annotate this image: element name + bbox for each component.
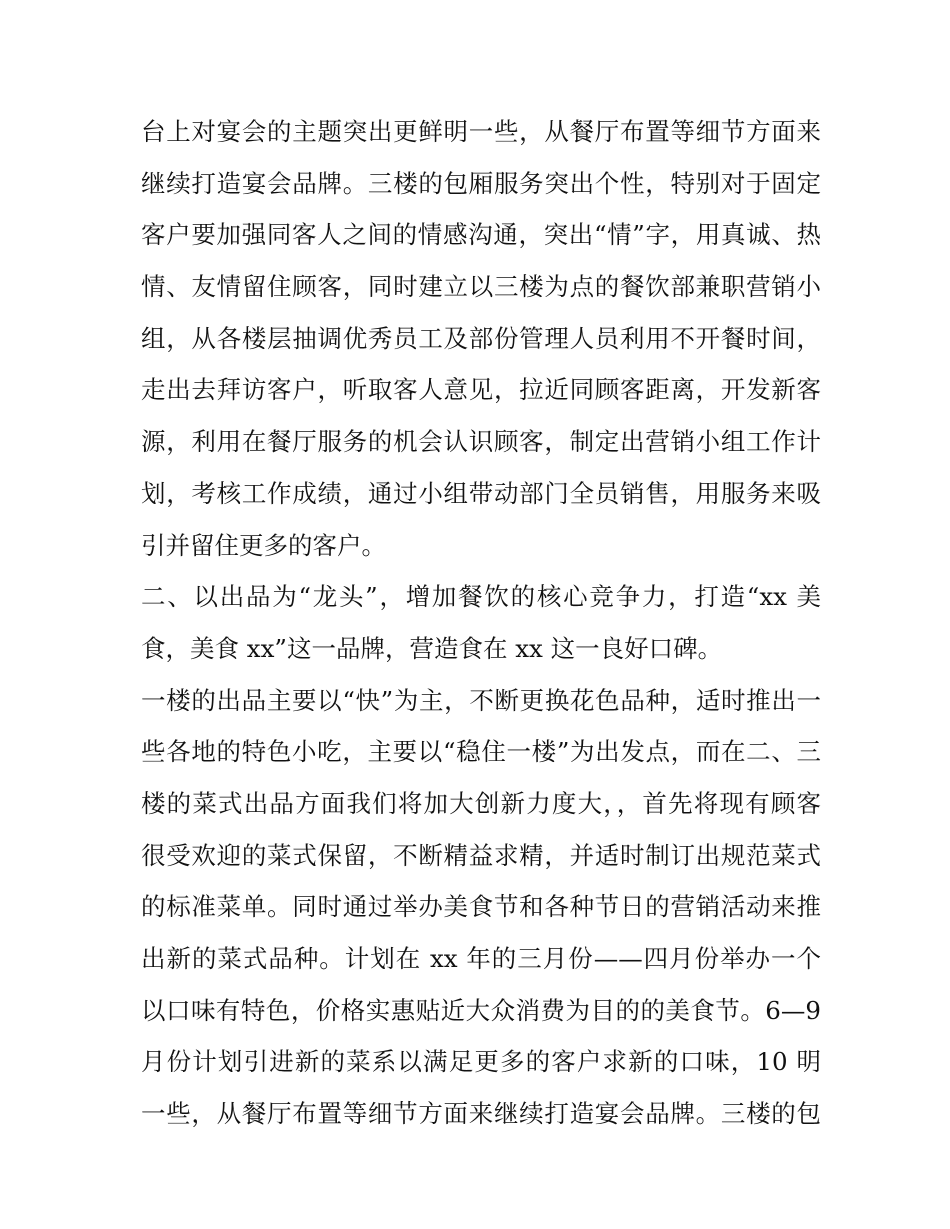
text-line: 继续打造宴会品牌。三楼的包厢服务突出个性，特别对于固定 [141, 168, 821, 198]
text-line: 月份计划引进新的菜系以满足更多的客户求新的口味，10 明 [141, 1047, 821, 1077]
text-line: 一楼的出品主要以“快”为主，不断更换花色品种，适时推出一 [141, 685, 821, 715]
text-line: 楼的菜式出品方面我们将加大创新力度大，，首先将现有顾客 [141, 788, 821, 818]
text-line: 的标准菜单。同时通过举办美食节和各种节日的营销活动来推 [141, 892, 821, 922]
text-line: 出新的菜式品种。计划在 xx 年的三月份——四月份举办一个 [141, 944, 821, 973]
text-line: 些各地的特色小吃，主要以“稳住一楼”为出发点，而在二、三 [141, 737, 821, 767]
text-line: 组，从各楼层抽调优秀员工及部份管理人员利用不开餐时间， [141, 323, 821, 353]
text-line: 划，考核工作成绩，通过小组带动部门全员销售，用服务来吸 [141, 478, 821, 508]
text-line: 很受欢迎的菜式保留，不断精益求精，并适时制订出规范菜式 [141, 840, 821, 870]
text-line: 情、友情留住顾客，同时建立以三楼为点的餐饮部兼职营销小 [141, 272, 821, 302]
text-line: 台上对宴会的主题突出更鲜明一些，从餐厅布置等细节方面来 [141, 117, 821, 146]
heading-line: 食，美食 xx”这一品牌，营造食在 xx 这一良好口碑。 [141, 633, 723, 663]
text-line: 走出去拜访客户，听取客人意见，拉近同顾客距离，开发新客 [141, 375, 821, 405]
body-text [141, 106, 821, 1140]
text-line: 客户要加强同客人之间的情感沟通，突出“情”字，用真诚、热 [141, 220, 821, 250]
text-line: 以口味有特色，价格实惠贴近大众消费为目的的美食节。6—9 [141, 995, 821, 1025]
text-line: 一些，从餐厅布置等细节方面来继续打造宴会品牌。三楼的包 [141, 1099, 821, 1129]
text-line: 引并留住更多的客户。 [141, 530, 386, 560]
text-line: 源，利用在餐厅服务的机会认识顾客，制定出营销小组工作计 [141, 427, 821, 457]
heading-line: 二、以出品为“龙头”，增加餐饮的核心竞争力，打造“xx 美 [141, 582, 821, 612]
